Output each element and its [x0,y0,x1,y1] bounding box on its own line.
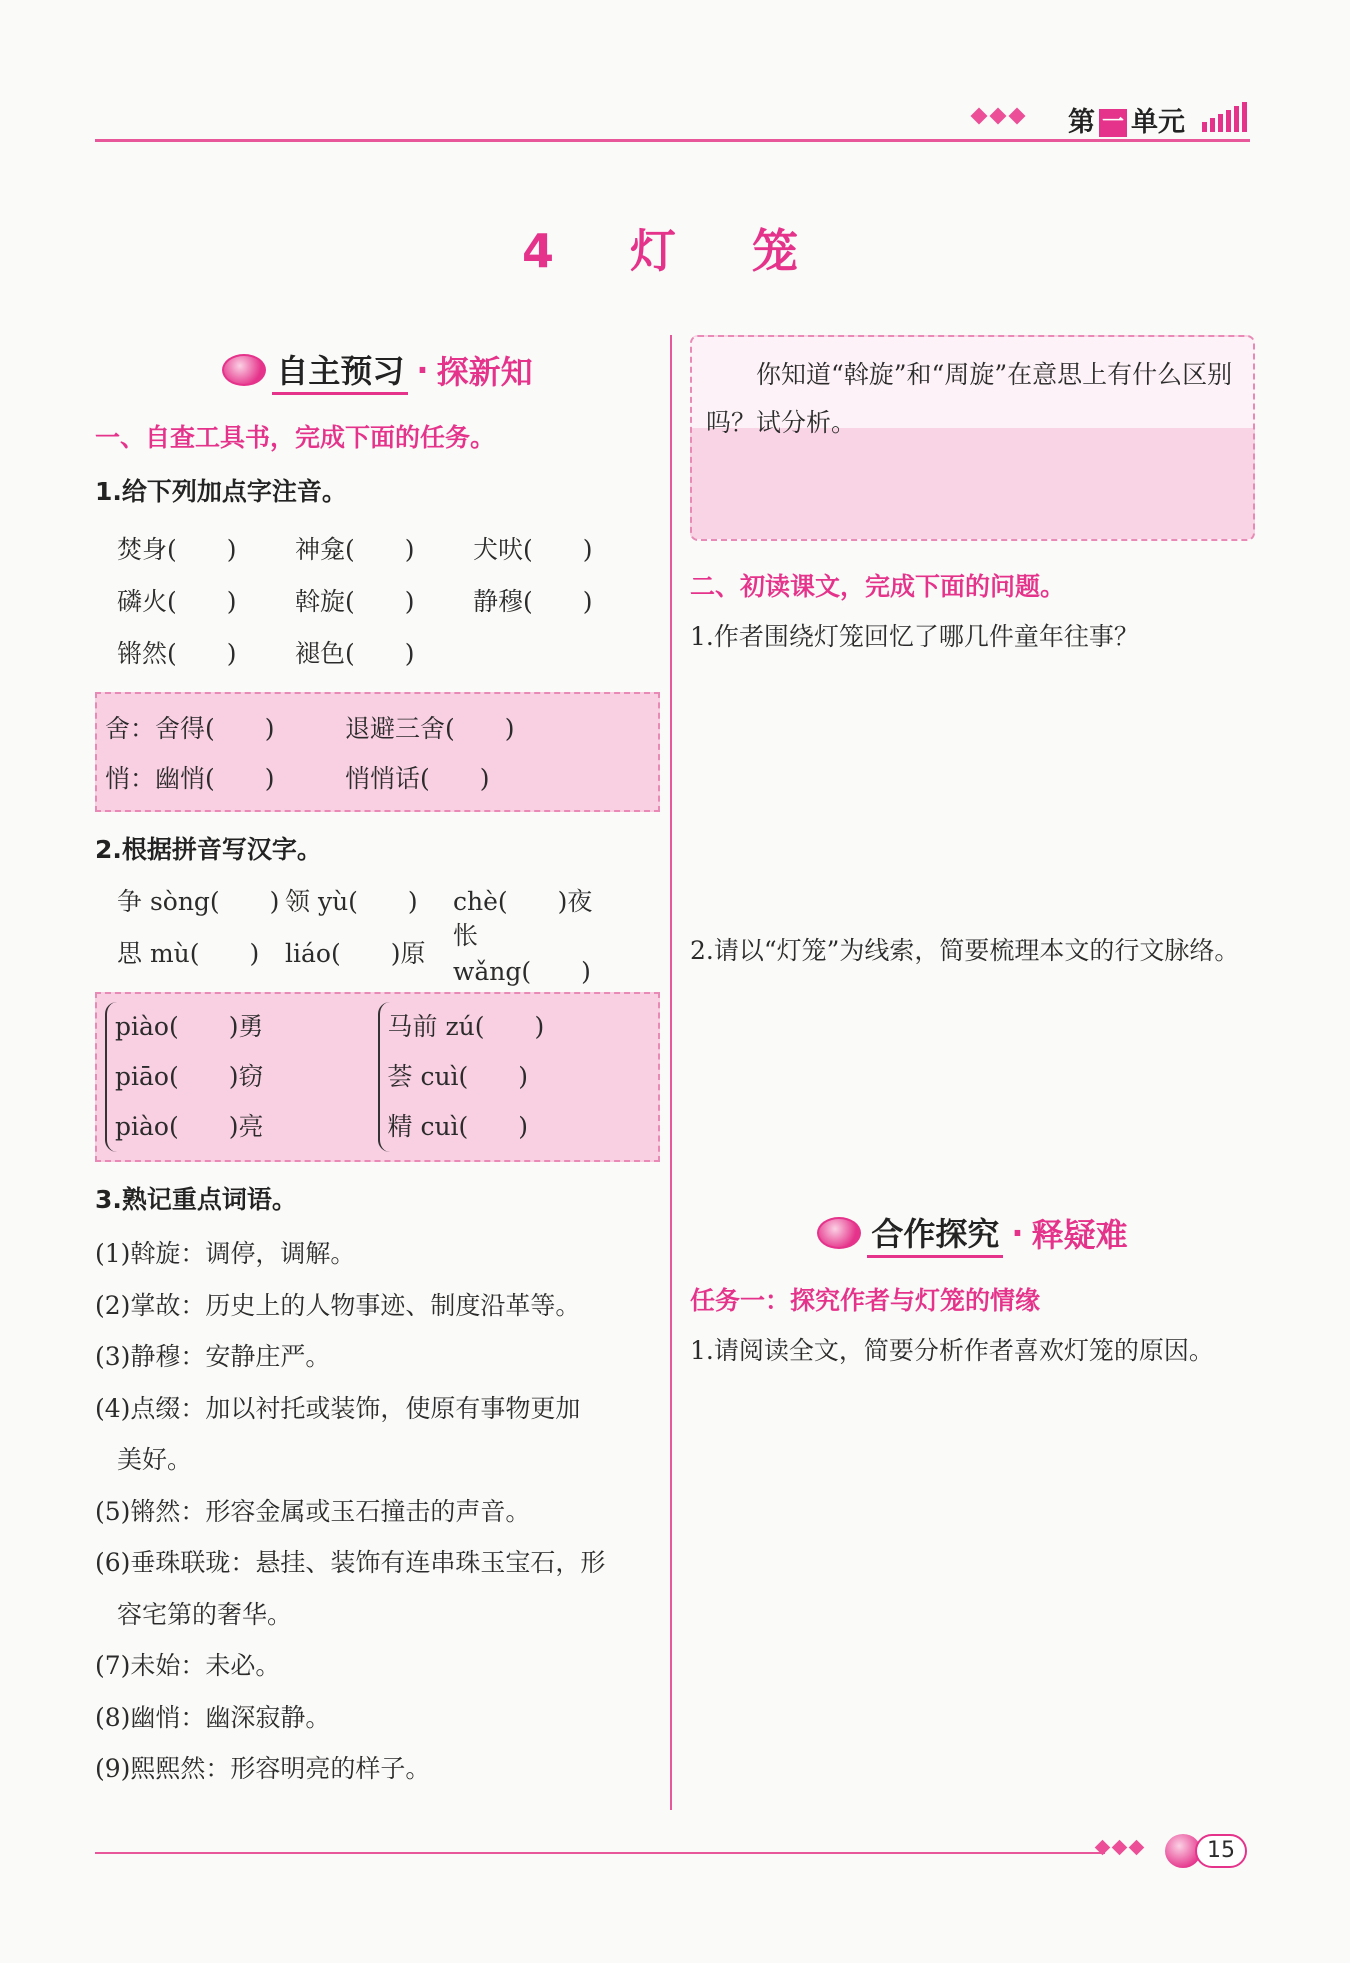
answer-item[interactable]: 精 cuì( ) [387,1112,529,1141]
answer-item[interactable]: 锵然( ) [117,639,237,668]
signal-bars-icon [1200,100,1250,134]
answer-space[interactable] [690,1373,1255,1653]
vocab-item: (9)熙熙然：形容明亮的样子。 [95,1754,431,1783]
answer-item[interactable]: 褪色( ) [295,639,415,668]
header-rule [95,139,1250,142]
exercise-row [117,522,660,574]
right-column [690,335,1255,1653]
bracket-group [105,1002,378,1152]
page-title: 4 灯 笼 [521,224,829,278]
pinyin-exercise [117,522,660,678]
answer-item[interactable]: 磷火( ) [117,587,237,616]
answer-item[interactable]: 焚身( ) [117,535,237,564]
answer-item[interactable]: 思 mù( ) [117,939,260,968]
diamond-decoration-icon [1095,1838,1144,1857]
vocab-item-continued: 容宅第的奢华。 [117,1599,293,1629]
answer-item[interactable]: 怅 wǎng( ) [453,921,591,986]
question-2-title: 2.根据拼音写汉字。 [95,835,322,864]
polyphone-box-1 [95,692,660,812]
answer-item[interactable]: 争 sòng( ) [117,887,280,916]
column-divider [670,335,672,1810]
vocab-item: (3)静穆：安静庄严。 [95,1342,331,1371]
right-question-2: 2.请以“灯笼”为线索，简要梳理本文的行文脉络。 [690,936,1240,965]
vocab-item: (7)未始：未必。 [95,1651,281,1680]
answer-item[interactable]: piào( )亮 [115,1112,264,1141]
sub-heading-2: 二、初读课文，完成下面的问题。 [690,572,1066,601]
answer-item[interactable]: 犬吠( ) [473,535,593,564]
answer-item[interactable]: piào( )勇 [115,1012,264,1041]
answer-item[interactable]: 静穆( ) [473,587,593,616]
question-1-title: 1.给下列加点字注音。 [95,477,347,506]
think-question-box[interactable] [690,335,1255,541]
bracket-group [378,1002,651,1152]
answer-space[interactable] [690,659,1255,917]
diamond-decoration-icon [971,106,1025,126]
answer-item[interactable]: 荟 cuì( ) [387,1062,529,1091]
right-question-1: 1.作者围绕灯笼回忆了哪几件童年往事？ [690,622,1139,651]
vocab-item: (1)斡旋：调停，调解。 [95,1239,356,1268]
answer-item[interactable]: 舍：舍得( ) [105,714,275,743]
left-column [95,340,660,1795]
answer-item[interactable]: 退避三舍( ) [345,714,515,743]
answer-item[interactable]: 斡旋( ) [295,587,415,616]
think-question-text: 你知道“斡旋”和“周旋”在意思上有什么区别吗？试分析。 [706,360,1233,437]
answer-item[interactable]: 神龛( ) [295,535,415,564]
planet-icon [222,354,266,386]
polyphone-box-2 [95,992,660,1162]
page-header [95,100,1250,142]
task-1-heading: 任务一：探究作者与灯笼的情缘 [690,1286,1041,1315]
vocab-item: (2)掌故：历史上的人物事迹、制度沿革等。 [95,1290,581,1320]
answer-item[interactable]: 悄：幽悄( ) [105,764,275,793]
task-1-question-1: 1.请阅读全文，简要分析作者喜欢灯笼的原因。 [690,1336,1214,1365]
answer-item[interactable]: liáo( )原 [285,939,426,968]
vocab-item: (5)锵然：形容金属或玉石撞击的声音。 [95,1496,531,1526]
answer-item[interactable]: 领 yù( ) [285,887,418,916]
write-characters-exercise [95,874,660,986]
exercise-row [117,574,660,626]
vocab-item: (6)垂珠联珑：悬挂、装饰有连串珠玉宝石，形 [95,1548,606,1577]
footer-rule [95,1852,1105,1854]
answer-item[interactable]: 马前 zú( ) [387,1012,545,1041]
planet-icon [817,1217,861,1249]
question-3-title: 3.熟记重点词语。 [95,1185,297,1214]
vocab-list [95,1228,660,1795]
answer-item[interactable]: chè( )夜 [453,887,593,916]
unit-number: 一 [1099,109,1127,137]
unit-label: 第 一 单元 [1068,107,1185,138]
page-number: 15 [1195,1834,1247,1868]
vocab-item-continued: 美好。 [117,1445,193,1474]
vocab-item: (8)幽悄：幽深寂静。 [95,1702,331,1732]
answer-item[interactable]: piāo( )窃 [115,1062,264,1091]
exercise-row [117,626,660,678]
section-heading-preview: 自主预习 · 探新知 [95,340,660,400]
answer-space[interactable] [690,973,1255,1203]
section-heading-explore: 合作探究 · 释疑难 [690,1203,1255,1263]
sub-heading-1: 一、自查工具书，完成下面的任务。 [95,423,496,452]
vocab-item: (4)点缀：加以衬托或装饰，使原有事物更加 [95,1393,581,1423]
answer-item[interactable]: 悄悄话( ) [345,764,490,793]
